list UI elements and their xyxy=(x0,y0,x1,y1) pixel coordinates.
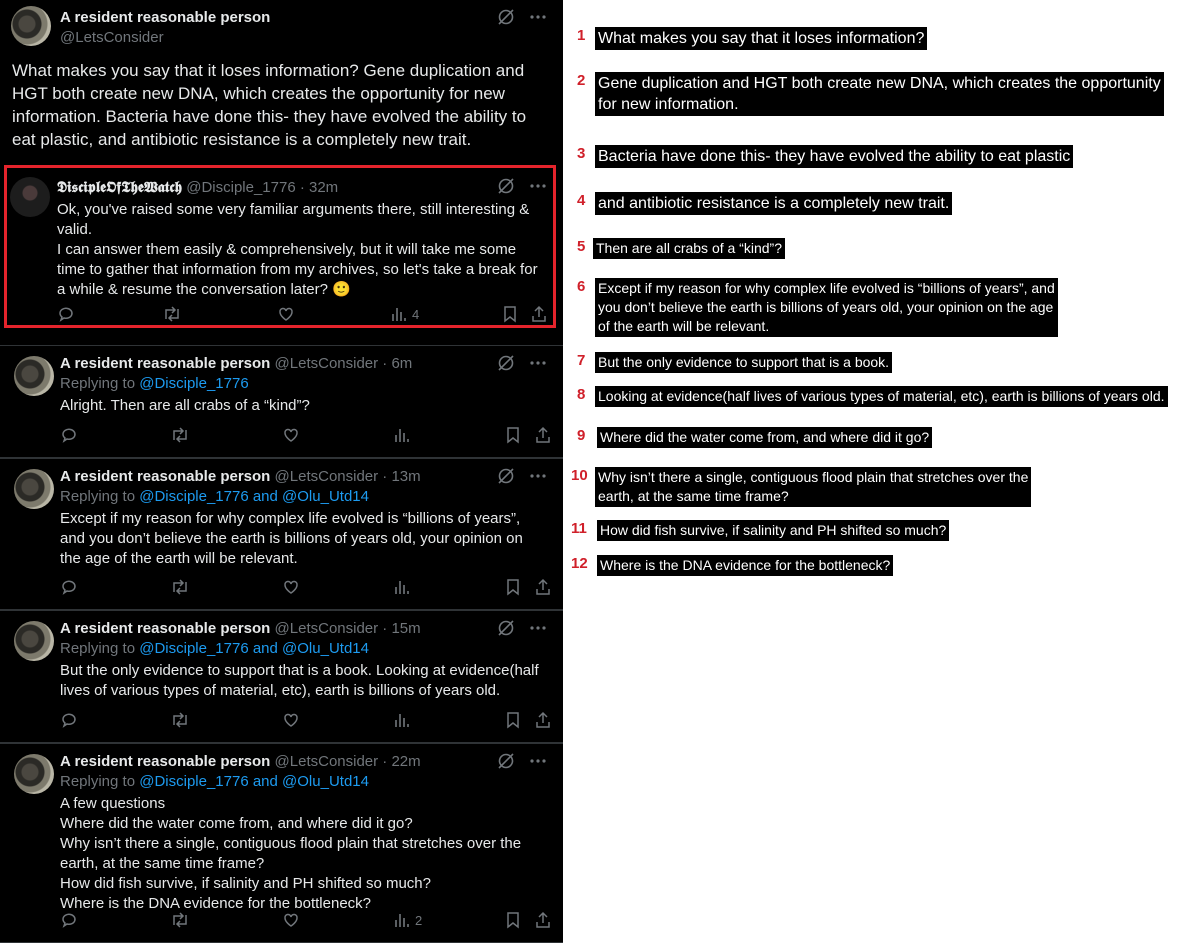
tweet-line: A few questions xyxy=(60,795,166,812)
replying-to-label: Replying to xyxy=(60,375,140,392)
grok-icon[interactable] xyxy=(497,752,515,770)
annotation-text xyxy=(595,72,1164,116)
annotation-text xyxy=(597,427,932,448)
reply-tweet[interactable] xyxy=(0,458,563,610)
replying-to-mentions[interactable]: @Disciple_1776 and @Olu_Utd14 xyxy=(139,640,369,657)
views-icon[interactable] xyxy=(393,711,411,729)
tweet-line: How did fish survive, if salinity and PH shifted so much? xyxy=(60,875,431,892)
annotation-line: Gene duplication and HGT both create new DNA, which creates the opportunity xyxy=(598,75,1161,92)
annotation-line: earth, at the same time frame? xyxy=(598,488,789,504)
tweet-line: Except if my reason for why complex life evolved is “billions of years”, and you don’t believe the earth is billions of years old, your opinion on the age of the earth will be relevant. xyxy=(60,510,523,567)
author-handle-time: @LetsConsider · 22m xyxy=(270,753,421,770)
author-handle-time: @LetsConsider · 6m xyxy=(270,355,413,372)
more-options-icon[interactable] xyxy=(529,467,547,485)
bookmark-icon[interactable] xyxy=(505,578,521,596)
views-icon[interactable] xyxy=(393,426,411,444)
tweet-line: But the only evidence to support that is a book. Looking at evidence(half lives of various types of material, etc), earth is billions of years old. xyxy=(60,662,539,699)
author-name[interactable]: A resident reasonable person xyxy=(60,468,271,485)
annotation-line: How did fish survive, if salinity and PH shifted so much? xyxy=(600,522,947,538)
annotation-text xyxy=(595,27,927,50)
replying-to-label: Replying to xyxy=(60,640,140,657)
tweet-header xyxy=(60,620,421,637)
bookmark-icon[interactable] xyxy=(505,426,521,444)
annotation-line: Looking at evidence(half lives of various types of material, etc), earth is billions of years old. xyxy=(598,388,1165,404)
annotation-number: 6 xyxy=(577,278,586,295)
annotation-number: 11 xyxy=(571,520,587,537)
replying-to xyxy=(60,488,369,505)
author-name[interactable]: A resident reasonable person xyxy=(60,355,271,372)
grok-icon[interactable] xyxy=(497,8,515,26)
author-handle-time: @LetsConsider · 13m xyxy=(270,468,421,485)
author-handle-time: @Disciple_1776 · 32m xyxy=(186,179,339,196)
bookmark-icon[interactable] xyxy=(505,911,521,929)
annotation-number: 4 xyxy=(577,192,586,209)
views-count: 4 xyxy=(412,306,420,322)
tweet-line: Why isn’t there a single, contiguous flood plain that stretches over the earth, at the same time frame? xyxy=(60,835,522,872)
annotation-line: Where is the DNA evidence for the bottleneck? xyxy=(600,557,891,573)
author-name[interactable]: A resident reasonable person xyxy=(60,9,271,26)
like-icon[interactable] xyxy=(282,578,300,596)
tweet-header xyxy=(60,753,421,770)
annotation-text xyxy=(595,192,952,215)
repost-icon[interactable] xyxy=(170,578,190,596)
reply-tweet[interactable] xyxy=(0,743,563,943)
avatar[interactable] xyxy=(11,6,51,46)
grok-icon[interactable] xyxy=(497,619,515,637)
annotation-line: Except if my reason for why complex life evolved is “billions of years”, and xyxy=(598,280,1055,296)
annotation-text xyxy=(595,145,1073,168)
reply-tweet[interactable] xyxy=(0,610,563,743)
reply-icon[interactable] xyxy=(60,578,78,596)
replying-to-mentions[interactable]: @Disciple_1776 and @Olu_Utd14 xyxy=(139,488,369,505)
repost-icon[interactable] xyxy=(170,711,190,729)
tweet-corner-actions xyxy=(497,354,547,372)
annotation-line: Then are all crabs of a “kind”? xyxy=(596,240,782,256)
author-handle[interactable]: @LetsConsider xyxy=(60,29,164,46)
tweet-actions xyxy=(60,911,550,931)
avatar[interactable] xyxy=(14,356,54,396)
author-name[interactable]: 𝕯𝖎𝖘𝖈𝖎𝖕𝖑𝖊𝕺𝖋𝕿𝖍𝖊𝖂𝖆𝖙𝖈𝖍 xyxy=(57,179,183,196)
annotation-number: 5 xyxy=(577,238,586,255)
annotation-text xyxy=(595,386,1168,407)
tweet-thread xyxy=(0,0,563,943)
tweet-text xyxy=(60,509,545,569)
more-options-icon[interactable] xyxy=(529,752,547,770)
annotation-text xyxy=(595,467,1031,507)
annotation-line: But the only evidence to support that is a book. xyxy=(598,354,890,370)
annotation-number: 8 xyxy=(577,386,586,403)
repost-icon[interactable] xyxy=(170,426,190,444)
share-icon[interactable] xyxy=(534,711,552,729)
avatar[interactable] xyxy=(14,621,54,661)
more-options-icon[interactable] xyxy=(529,354,547,372)
annotation-text xyxy=(595,352,892,373)
annotation-text xyxy=(595,278,1058,337)
replying-to xyxy=(60,640,369,657)
annotation-number: 12 xyxy=(571,555,588,572)
annotation-number: 1 xyxy=(577,27,586,44)
tweet-text xyxy=(60,794,545,914)
tweet-line: Where did the water come from, and where did it go? xyxy=(60,815,413,832)
tweet-corner-actions xyxy=(497,752,547,770)
tweet-text xyxy=(60,661,545,701)
grok-icon[interactable] xyxy=(497,467,515,485)
avatar[interactable] xyxy=(14,469,54,509)
repost-icon[interactable] xyxy=(170,911,190,929)
tweet-line: Where is the DNA evidence for the bottleneck? xyxy=(60,895,372,912)
author-handle-time: @LetsConsider · 15m xyxy=(270,620,421,637)
author-name[interactable]: A resident reasonable person xyxy=(60,620,271,637)
tweet-line: Alright. Then are all crabs of a “kind”? xyxy=(60,397,310,414)
annotation-number: 3 xyxy=(577,145,586,162)
annotation-line: for new information. xyxy=(598,96,739,113)
replying-to-label: Replying to xyxy=(60,488,140,505)
share-icon[interactable] xyxy=(534,578,552,596)
grok-icon[interactable] xyxy=(497,354,515,372)
replying-to xyxy=(60,375,249,392)
annotation-text xyxy=(593,238,785,259)
tweet-text: What makes you say that it loses information? Gene duplication and HGT both create new DNA, which creates the opportunity for new information. Bacteria have done this- they have evolved the ability to eat plastic, and antibiotic resistance is a completely new trait. xyxy=(12,61,527,149)
like-icon[interactable] xyxy=(282,426,300,444)
share-icon[interactable] xyxy=(534,426,552,444)
annotation-number: 2 xyxy=(577,72,586,89)
more-options-icon[interactable] xyxy=(529,8,547,26)
share-icon[interactable] xyxy=(534,911,552,929)
annotation-line: Why isn’t there a single, contiguous flood plain that stretches over the xyxy=(598,469,1029,485)
like-icon[interactable] xyxy=(282,711,300,729)
highlight-box xyxy=(4,165,556,328)
annotation-line: of the earth will be relevant. xyxy=(598,318,770,334)
views-icon[interactable] xyxy=(393,911,422,929)
annotation-line: What makes you say that it loses information? xyxy=(598,30,925,47)
replying-to xyxy=(60,773,369,790)
tweet-text xyxy=(60,396,545,416)
annotation-text xyxy=(597,555,893,576)
bookmark-icon[interactable] xyxy=(505,711,521,729)
more-options-icon[interactable] xyxy=(529,619,547,637)
replying-to-mentions[interactable]: @Disciple_1776 xyxy=(139,375,249,392)
annotation-line: Where did the water come from, and where did it go? xyxy=(600,429,930,445)
annotation-number: 10 xyxy=(571,467,588,484)
author-name[interactable]: A resident reasonable person xyxy=(60,753,271,770)
tweet-corner-actions xyxy=(497,467,547,485)
tweet-actions xyxy=(60,578,550,598)
reply-icon[interactable] xyxy=(60,426,78,444)
like-icon[interactable] xyxy=(282,911,300,929)
replying-to-label: Replying to xyxy=(60,773,140,790)
tweet-actions xyxy=(60,426,550,446)
replying-to-mentions[interactable]: @Disciple_1776 and @Olu_Utd14 xyxy=(139,773,369,790)
tweet-header xyxy=(60,355,412,372)
tweet-line: I can answer them easily & comprehensively, but it will take me some time to gather that information from my archives, so let's take a break for a while & resume the conversation later? 🙂 xyxy=(57,241,538,298)
views-count: 2 xyxy=(415,912,423,928)
annotation-line: Bacteria have done this- they have evolved the ability to eat plastic xyxy=(598,148,1071,165)
reply-icon[interactable] xyxy=(60,911,78,929)
annotation-number: 9 xyxy=(577,427,586,444)
avatar[interactable] xyxy=(14,754,54,794)
reply-icon[interactable] xyxy=(60,711,78,729)
original-tweet[interactable] xyxy=(0,0,563,165)
tweet-actions xyxy=(60,711,550,731)
tweet-corner-actions xyxy=(497,619,547,637)
annotation-line: you don’t believe the earth is billions of years old, your opinion on the age xyxy=(598,299,1054,315)
annotation-line: and antibiotic resistance is a completely new trait. xyxy=(598,195,950,212)
tweet-header xyxy=(60,468,421,485)
annotation-number: 7 xyxy=(577,352,586,369)
views-icon[interactable] xyxy=(393,578,411,596)
reply-tweet[interactable] xyxy=(0,345,563,458)
tweet-line: Ok, you've raised some very familiar arguments there, still interesting & valid. xyxy=(57,201,530,238)
annotation-text xyxy=(597,520,949,541)
